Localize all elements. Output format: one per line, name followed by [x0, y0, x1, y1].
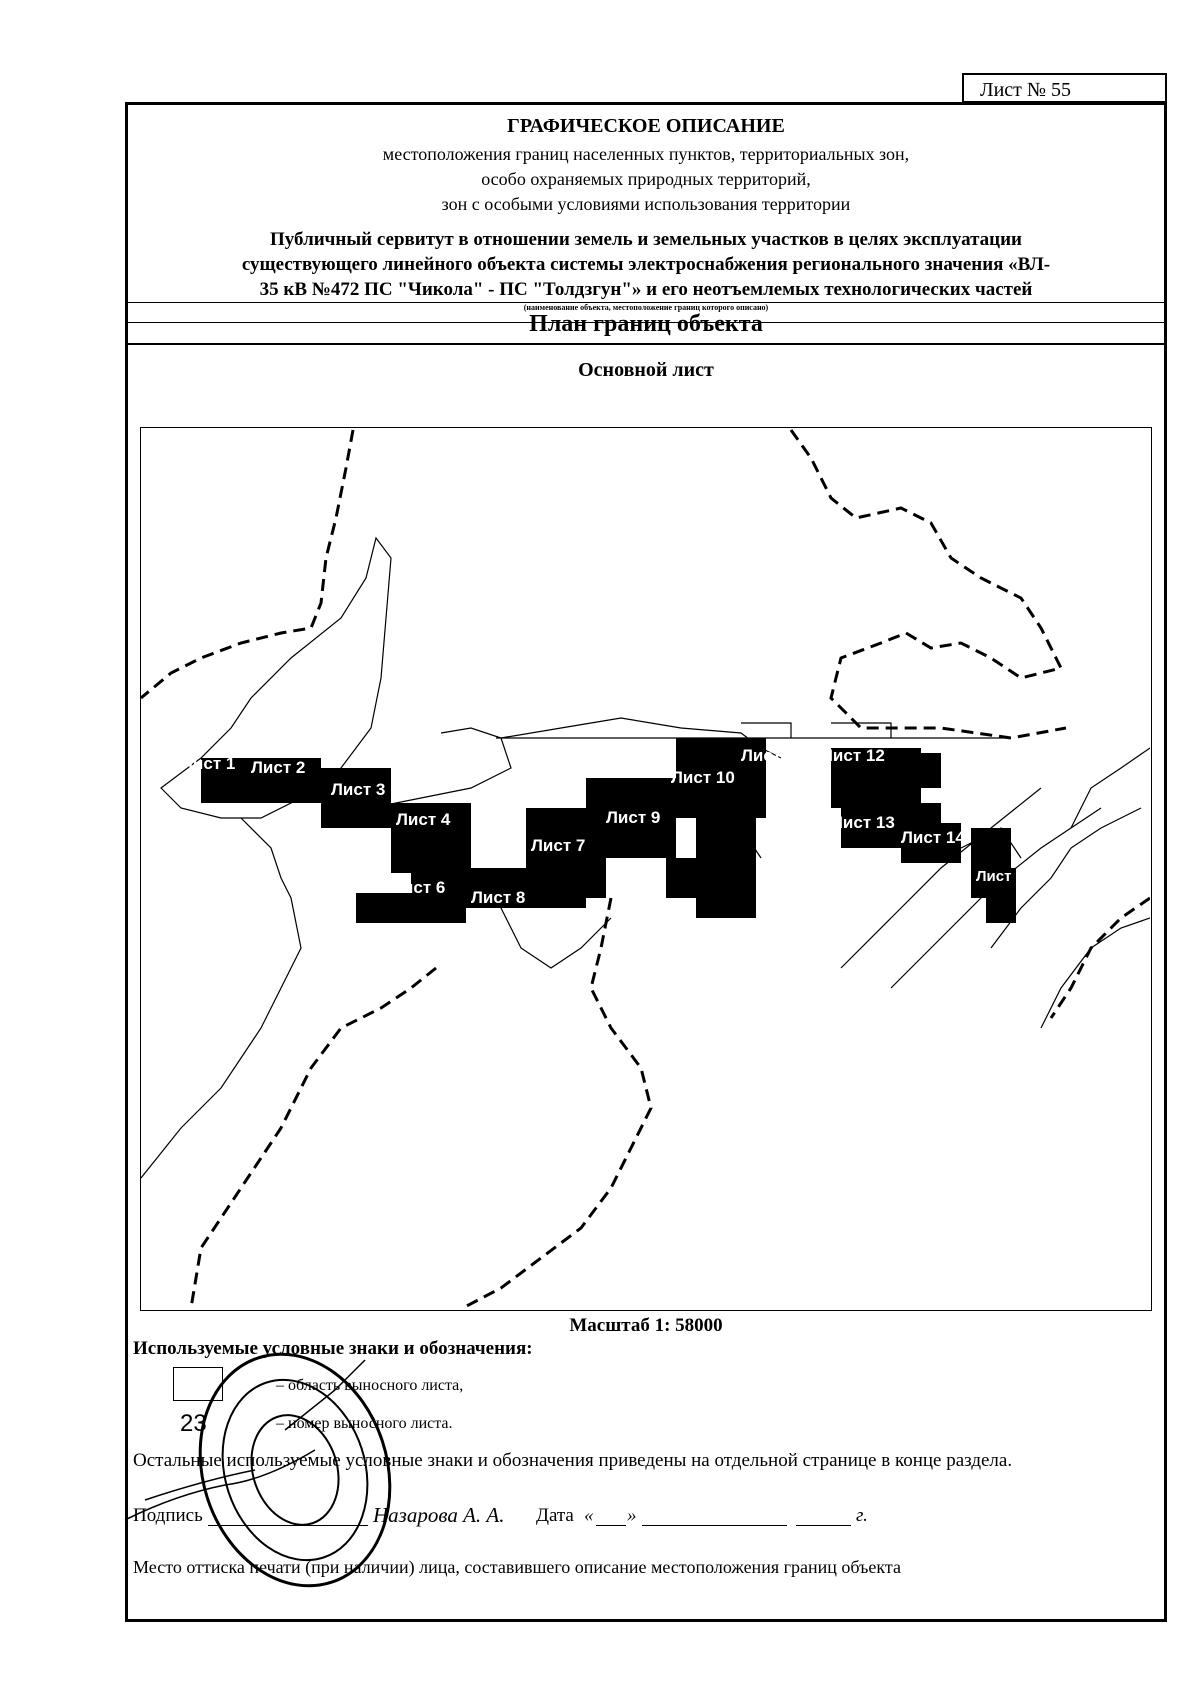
dashed-boundary — [141, 430, 353, 698]
document-title: ГРАФИЧЕСКОЕ ОПИСАНИЕ — [507, 115, 785, 137]
year-suffix: г. — [856, 1505, 868, 1526]
parcel-outline — [1041, 918, 1150, 1028]
sheet-area — [696, 788, 756, 918]
object-caption: (наименование объекта, местоположение границ которого описано) — [523, 303, 769, 312]
seal-place-text: Место оттиска печати (при наличии) лица, составившего описание местоположения границ объекта — [133, 1557, 901, 1577]
sheet-number: Лист № 55 — [962, 73, 1167, 103]
parcel-outline — [1071, 748, 1150, 828]
legend-number-desc: – номер выносного листа. — [276, 1415, 453, 1432]
legend-box-desc: – область выносного листа, — [276, 1377, 464, 1394]
object-line-1: Публичный сервитут в отношении земель и земельных участков в целях эксплуатации — [270, 229, 1022, 250]
sheet-label-7: Лист 7 — [531, 836, 586, 855]
map-scale: Масштаб 1: 58000 — [569, 1315, 723, 1336]
subtitle-line-1: местоположения границ населенных пунктов, территориальных зон, — [382, 144, 910, 164]
plan-title: План границ объекта — [529, 311, 763, 337]
dashed-boundary — [1051, 898, 1150, 1018]
sheet-label-13: Лист 13 — [831, 813, 895, 832]
seal-stamp — [115, 1330, 405, 1630]
signer-name: Назарова А. А. — [373, 1503, 505, 1527]
legend-number-sample: 23 — [180, 1410, 207, 1437]
dashed-boundary — [191, 968, 436, 1308]
date-day-line — [596, 1525, 626, 1526]
date-month-line — [642, 1525, 787, 1526]
sheet-label-9: Лист 9 — [606, 808, 661, 827]
signature-label: Подпись — [133, 1505, 203, 1526]
dashed-boundary — [461, 898, 651, 1309]
footer-note: Остальные используемые условные знаки и обозначения приведены на отдельной странице в конце раздела. — [133, 1450, 1013, 1471]
sheet-label-4: Лист 4 — [396, 810, 451, 829]
sheet-label-14: Лист 14 — [901, 828, 965, 847]
date-label: Дата — [536, 1505, 574, 1526]
object-line-3: 35 кВ №472 ПС "Чикола" - ПС "Толдзгун"» и его неотъемлемых технологических частей — [259, 279, 1033, 300]
sheet-area — [666, 858, 726, 898]
divider — [128, 343, 1164, 345]
subtitle-line-3: зон с особыми условиями использования территории — [441, 194, 851, 214]
sheet-label-15: Лист 15 — [976, 868, 1033, 885]
sheet-area — [921, 753, 941, 788]
sheet-label-2: Лист 2 — [251, 758, 306, 777]
parcel-outline — [741, 723, 791, 738]
object-line-2: существующего линейного объекта системы электроснабжения регионального значения «ВЛ- — [241, 254, 1051, 275]
parcel-outline — [831, 723, 891, 738]
date-close-quote: » — [627, 1505, 637, 1526]
main-sheet-label: Основной лист — [578, 359, 714, 381]
sheet-label-3: Лист 3 — [331, 780, 386, 799]
date-open-quote: « — [584, 1505, 594, 1526]
sheet-label-8: Лист 8 — [471, 888, 526, 907]
dashed-boundary — [791, 430, 1066, 738]
sheet-label-6: Лист 6 — [391, 878, 446, 897]
parcel-outline — [141, 818, 301, 1178]
legend-heading: Используемые условные знаки и обозначения: — [133, 1338, 533, 1359]
sheet-label-12: Лист 12 — [821, 746, 885, 765]
parcel-outline — [501, 908, 611, 968]
subtitle-line-2: особо охраняемых природных территорий, — [481, 169, 811, 189]
sheet-label-10: Лист 10 — [671, 768, 735, 787]
date-year-line — [796, 1525, 851, 1526]
sheet-label-11: Лист 11 — [741, 746, 804, 765]
sheet-label-1: Лист 1 — [181, 754, 236, 773]
boundary-map — [140, 427, 1152, 1311]
